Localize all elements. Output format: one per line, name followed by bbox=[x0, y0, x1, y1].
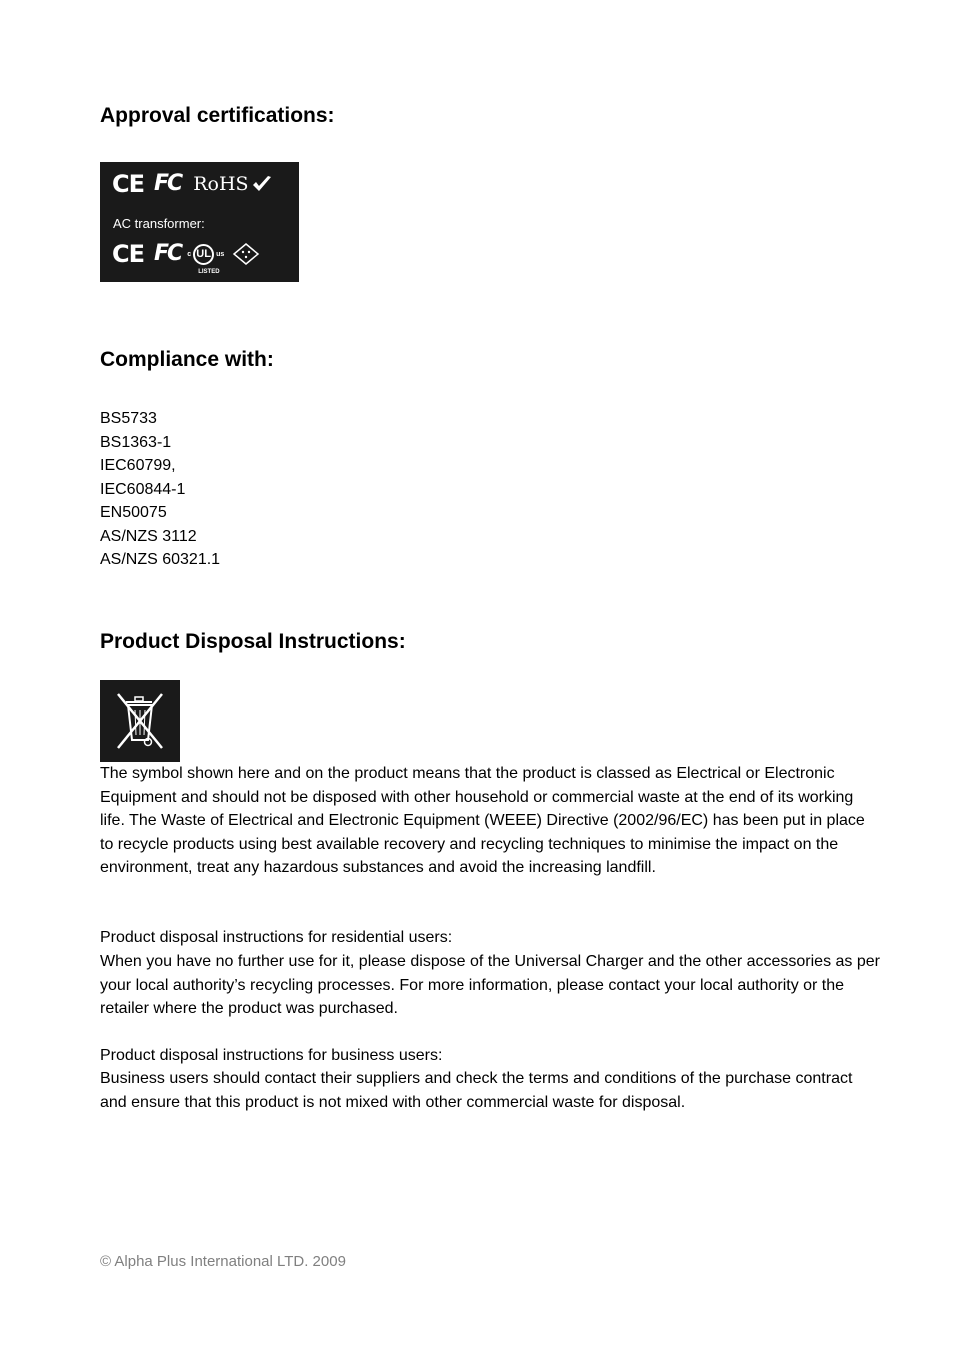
cert-row-transformer bbox=[112, 240, 260, 275]
residential-title: Product disposal instructions for residential users: bbox=[100, 929, 453, 946]
certification-badge bbox=[100, 162, 299, 282]
ac-transformer-label: AC transformer: bbox=[113, 216, 205, 231]
ul-listed-label: LISTED bbox=[198, 268, 220, 275]
list-item: AS/NZS 60321.1 bbox=[100, 551, 221, 568]
weee-badge bbox=[100, 680, 180, 762]
residential-text: When you have no further use for it, please dispose of the Universal Charger and the other accessories as per your local authority’s recycling processes. For more information, please contact your local authority or the retailer where the product was purchased. bbox=[100, 953, 880, 1017]
cert-row-product bbox=[112, 172, 273, 196]
pse-diamond-icon bbox=[232, 242, 260, 266]
copyright-footer: © Alpha Plus International LTD. 2009 bbox=[100, 1253, 346, 1270]
ul-circle: UL bbox=[193, 244, 214, 265]
crossed-out-wheelie-bin-icon bbox=[108, 688, 172, 754]
fcc-mark: FC bbox=[154, 171, 182, 196]
ce-mark-transformer: CE bbox=[112, 240, 145, 268]
list-item: IEC60799, bbox=[100, 457, 176, 474]
fcc-mark-transformer: FC bbox=[154, 241, 182, 266]
ul-us-label: us bbox=[216, 250, 225, 258]
rohs-mark: RoHS bbox=[193, 172, 249, 195]
check-icon bbox=[251, 174, 273, 194]
ce-mark: CE bbox=[112, 170, 145, 198]
weee-explanation: The symbol shown here and on the product means that the product is classed as Electrical or Electronic Equipment and should not be disposed with other household or commercial waste at the end of its working life. The Waste of Electrical and Electronic Equipment (WEEE) Directive (2002/96/EC) has been put in place to recycle products using best available recovery and recycling techniques to minimise the impact on the environment, treat any hazardous substances and avoid the increasing landfill. bbox=[100, 765, 865, 876]
list-item: IEC60844-1 bbox=[100, 480, 186, 498]
disposal-heading: Product Disposal Instructions: bbox=[100, 630, 406, 653]
approval-heading: Approval certifications: bbox=[100, 104, 335, 127]
list-item: EN50075 bbox=[100, 504, 167, 521]
list-item: BS1363-1 bbox=[100, 433, 172, 451]
business-text: Business users should contact their suppliers and check the terms and conditions of the purchase contract and ensure that this product is not mixed with other commercial waste for disposal. bbox=[100, 1070, 853, 1111]
ul-listed-icon bbox=[187, 244, 225, 275]
business-title: Product disposal instructions for business users: bbox=[100, 1047, 443, 1064]
list-item: BS5733 bbox=[100, 410, 157, 427]
compliance-list bbox=[100, 407, 220, 572]
list-item: AS/NZS 3112 bbox=[100, 527, 197, 545]
compliance-heading: Compliance with: bbox=[100, 348, 274, 371]
ul-c-label: c bbox=[187, 250, 192, 258]
